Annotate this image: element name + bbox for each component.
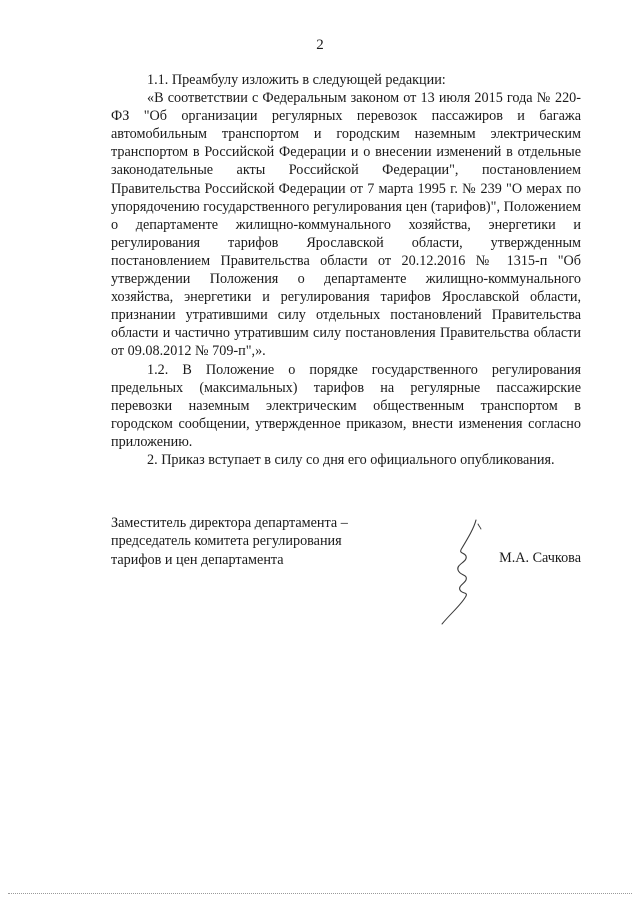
signer-title-line: Заместитель директора департамента –	[111, 515, 348, 531]
paragraph-preamble-text: «В соответствии с Федеральным законом от 13 июля 2015 года № 220-ФЗ "Об организации регулярных перевозок пассажиров и багажа автомобильным транспортом и городским наземным электрическим транспортом в Российской Федерации и о внесении изменений в отдельные законодательные акты Российской Федерации", постановлением Правительства Российской Федерации от 7 марта 1995 г. № 239 "О мерах по упорядочению государственного регулирования цен (тарифов)", Положением о департаменте жилищно-коммунального хозяйства, энергетики и регулирования тарифов Ярославской области, утвержденным постановлением Правительства области от 20.12.2016 № 1315-п "Об утверждении Положения о департаменте жилищно-коммунального хозяйства, энергетики и регулирования тарифов Ярославской области, признании утратившими силу отдельных постановлений Правительства области и частично утратившим силу постановления Правительства области от 09.08.2012 № 709-п",».	[111, 90, 581, 360]
page-bottom-divider	[8, 893, 632, 894]
paragraph-amendment-1-2: 1.2. В Положение о порядке государственного регулирования предельных (максимальных) тарифов на регулярные пассажирские перевозки наземным электрическим общественным транспортом в городском сообщении, утвержденное приказом, внести изменения согласно приложению.	[111, 361, 581, 450]
handwritten-signature	[438, 518, 498, 628]
signer-title	[111, 514, 411, 569]
signer-title-line: председатель комитета регулирования	[111, 533, 342, 550]
signature-block	[111, 514, 581, 634]
paragraph-effective-date: 2. Приказ вступает в силу со дня его официального опубликования.	[147, 451, 555, 468]
signer-title-line: тарифов и цен департамента	[111, 551, 284, 568]
document-body	[111, 71, 581, 469]
page-number: 2	[316, 37, 324, 53]
signer-name: М.А. Сачкова	[499, 550, 581, 566]
paragraph-preamble-instruction: 1.1. Преамбулу изложить в следующей редакции:	[147, 72, 446, 88]
